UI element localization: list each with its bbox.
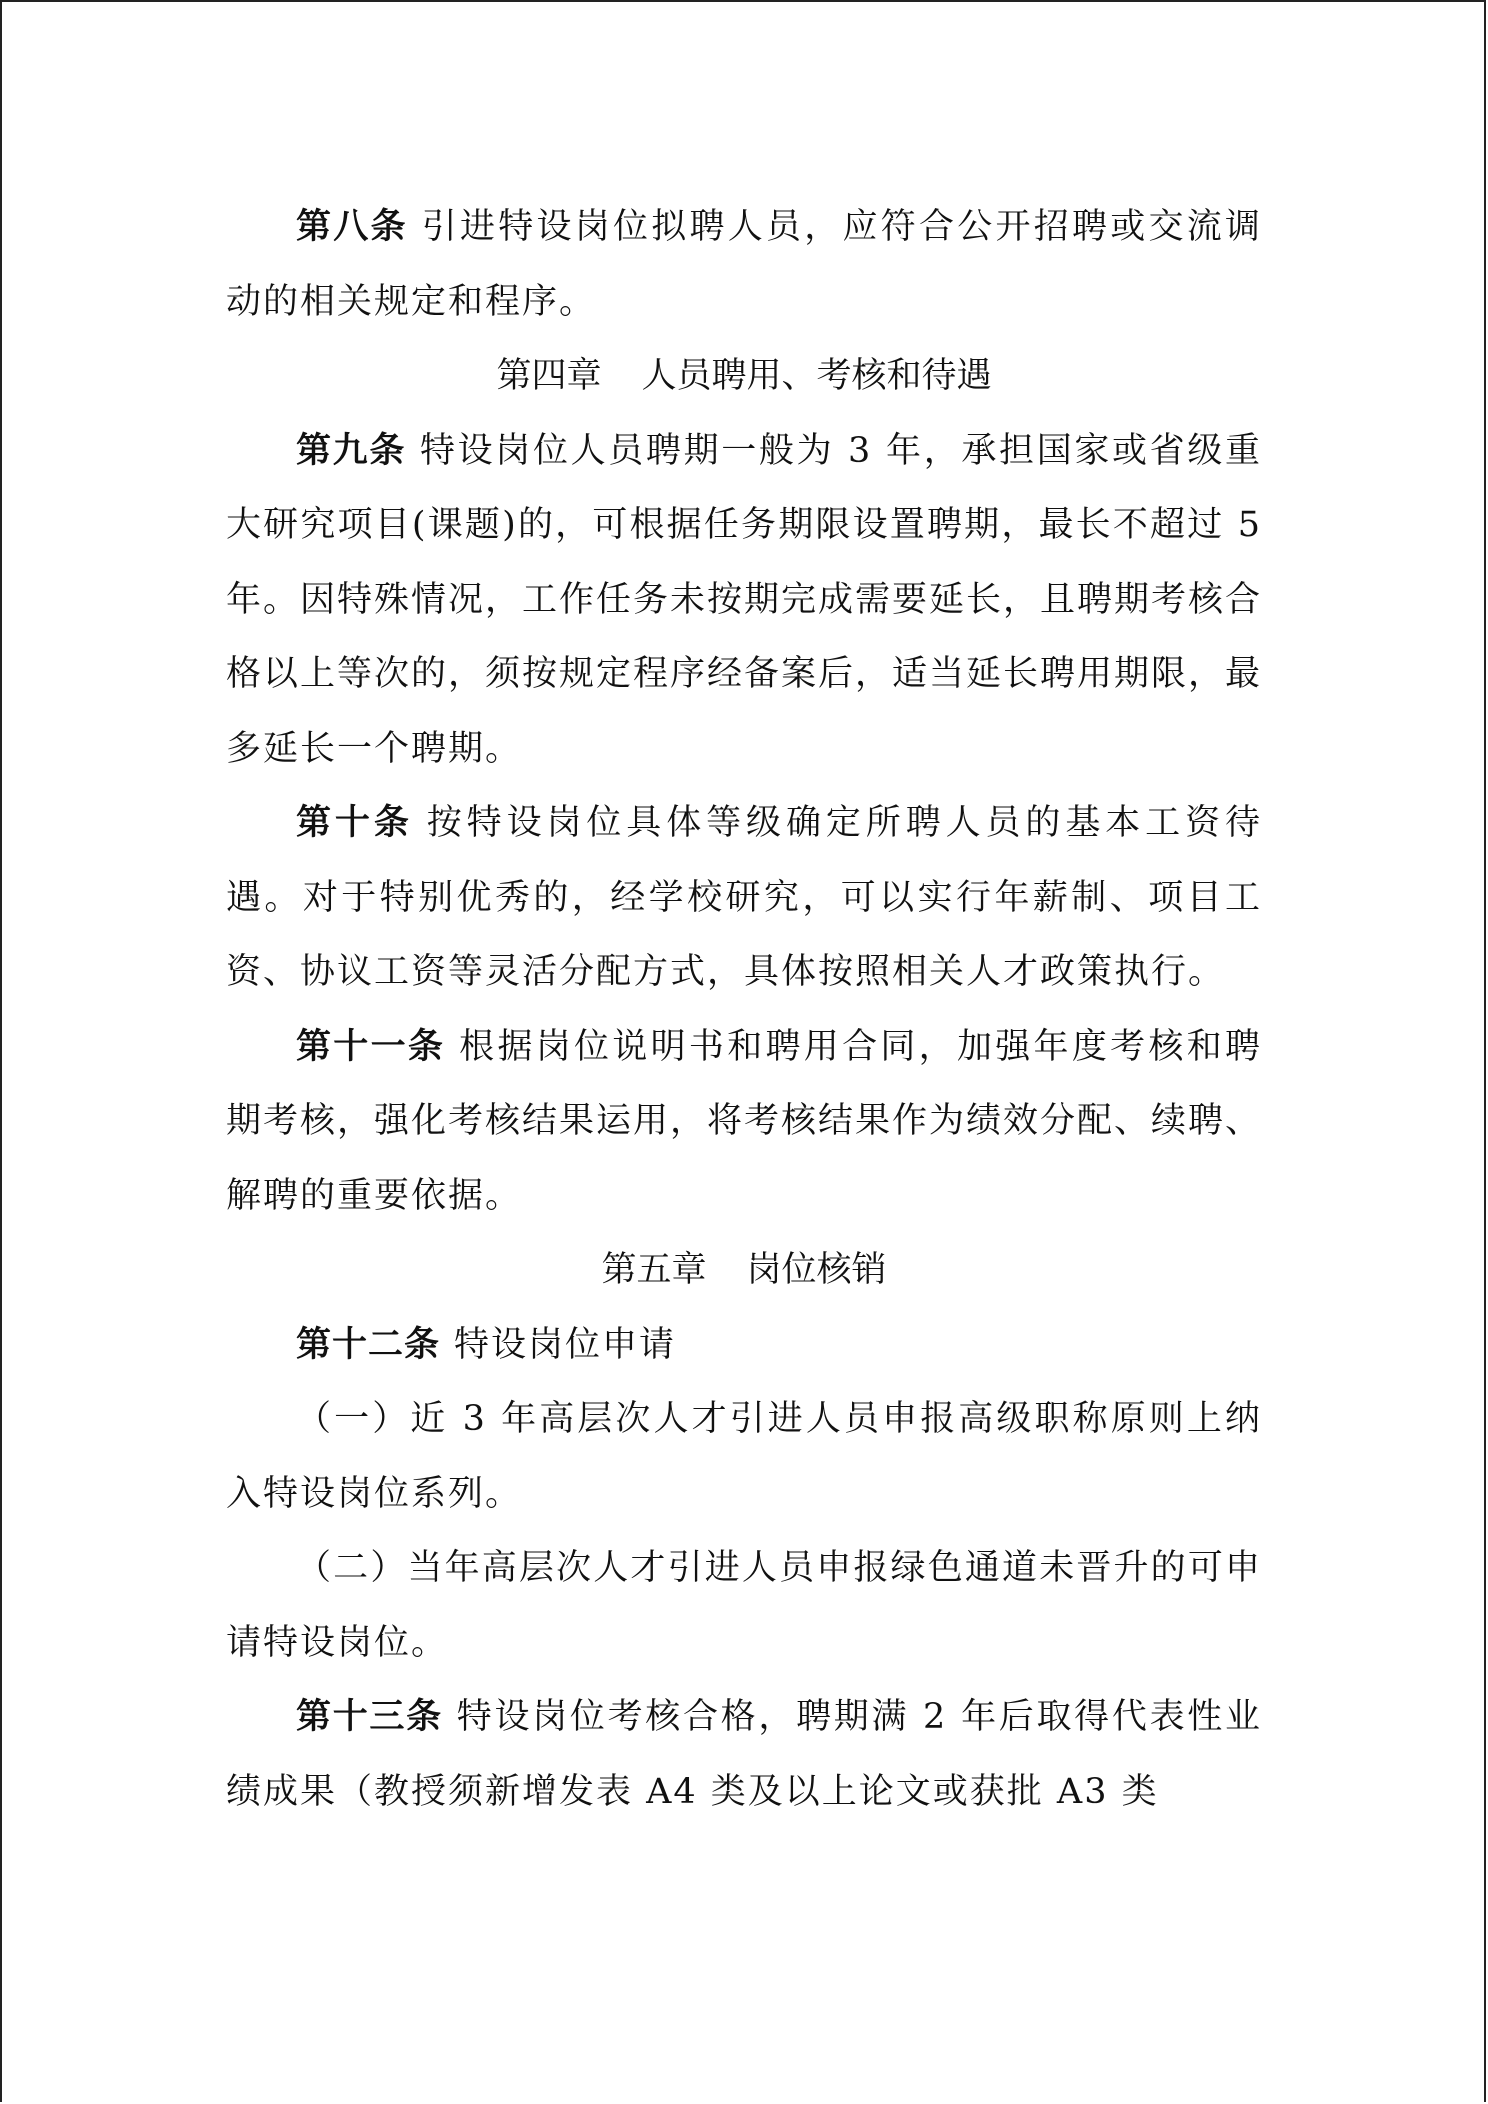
item-text: （二）当年高层次人才引进人员申报绿色通道未晋升的可申请特设岗位。	[226, 1548, 1262, 1663]
chapter-number: 第四章	[496, 356, 602, 396]
article-number: 第十二条	[296, 1324, 441, 1365]
article-13	[226, 1680, 1262, 1829]
article-text: 特设岗位考核合格，聘期满 2 年后取得代表性业绩成果（教授须新增发表 A4 类及以上论文或获批 A3 类	[226, 1697, 1262, 1812]
chapter-5-heading	[226, 1233, 1262, 1308]
article-12	[226, 1308, 1262, 1383]
chapter-number: 第五章	[601, 1250, 707, 1290]
article-number: 第十一条	[296, 1026, 446, 1067]
article-number: 第十条	[296, 803, 413, 843]
item-text: （一）近 3 年高层次人才引进人员申报高级职称原则上纳入特设岗位系列。	[226, 1399, 1262, 1514]
article-text: 特设岗位申请	[454, 1324, 677, 1365]
article-11	[226, 1010, 1262, 1234]
article-number: 第九条	[296, 430, 406, 471]
article-9	[226, 414, 1262, 787]
chapter-title: 人员聘用、考核和待遇	[641, 356, 992, 396]
chapter-4-heading	[226, 339, 1262, 414]
article-number: 第八条	[296, 207, 408, 247]
chapter-title: 岗位核销	[746, 1250, 887, 1290]
article-12-item-2	[226, 1531, 1262, 1680]
article-text: 特设岗位人员聘期一般为 3 年，承担国家或省级重大研究项目(课题)的，可根据任务期限设置聘期，最长不超过 5 年。因特殊情况，工作任务未按期完成需要延长，且聘期考核合格以上等次的，须按规定程序经备案后，适当延长聘用期限，最多延长一个聘期。	[226, 430, 1263, 769]
article-12-item-1	[226, 1382, 1262, 1531]
article-number: 第十三条	[296, 1697, 443, 1737]
article-8	[226, 190, 1262, 339]
article-text: 按特设岗位具体等级确定所聘人员的基本工资待遇。对于特别优秀的，经学校研究，可以实行年薪制、项目工资、协议工资等灵活分配方式，具体按照相关人才政策执行。	[226, 803, 1262, 992]
article-text: 根据岗位说明书和聘用合同，加强年度考核和聘期考核，强化考核结果运用，将考核结果作为绩效分配、续聘、解聘的重要依据。	[226, 1026, 1263, 1216]
article-10	[226, 786, 1262, 1010]
document-body	[226, 190, 1262, 1829]
article-text: 引进特设岗位拟聘人员，应符合公开招聘或交流调动的相关规定和程序。	[226, 207, 1262, 322]
